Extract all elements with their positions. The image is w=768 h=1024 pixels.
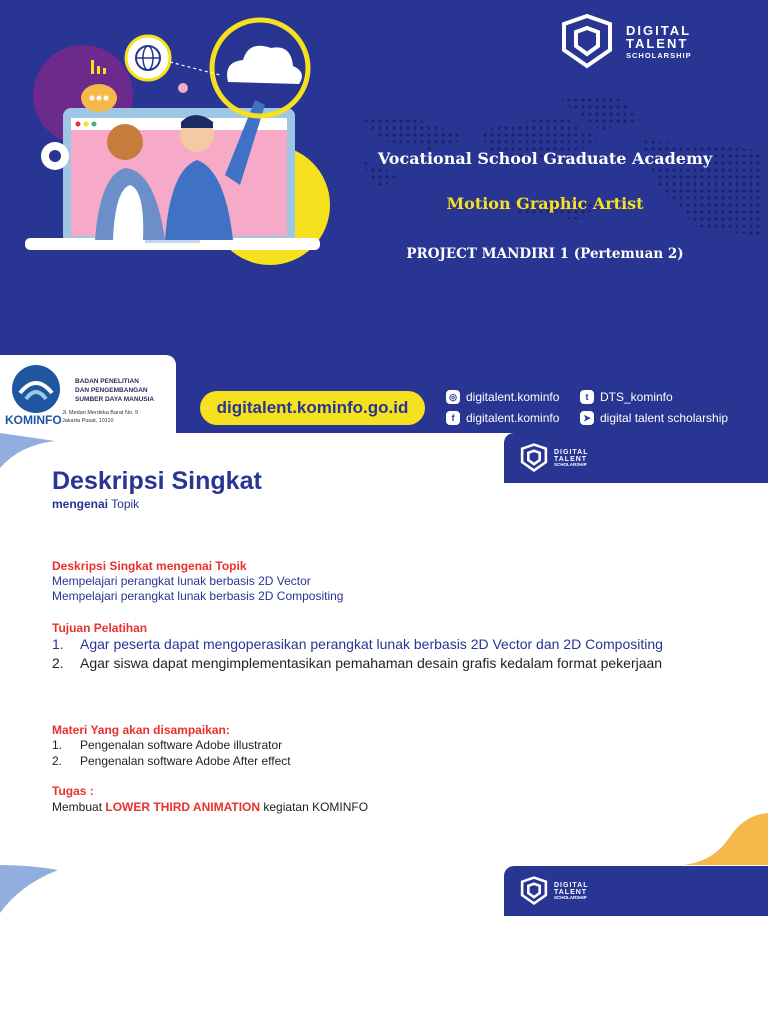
- hero-illustration: [15, 10, 345, 275]
- goals-title: Tujuan Pelatihan: [52, 621, 148, 635]
- dts-logo-small: [518, 443, 588, 473]
- slide-subheading: [52, 497, 139, 511]
- twitter-icon: t: [580, 390, 594, 404]
- website-url[interactable]: digitalent.kominfo.go.id: [200, 391, 425, 425]
- brand-line2: TALENT: [554, 455, 588, 463]
- material-item: [52, 754, 291, 768]
- kominfo-logo-icon: [10, 363, 62, 415]
- goal-item: [52, 636, 663, 652]
- kominfo-card: [0, 355, 176, 433]
- goal-text: Agar peserta dapat mengoperasikan perangkat lunak berbasis 2D Vector dan 2D Compositing: [80, 636, 663, 652]
- org-line2: DAN PENGEMBANGAN: [75, 387, 148, 394]
- brand-line1: DIGITAL: [626, 23, 692, 39]
- goal-number: 2.: [52, 655, 64, 671]
- dts-logo-small: [518, 876, 588, 906]
- slide-heading: Deskripsi Singkat: [52, 467, 262, 495]
- facebook-icon: f: [446, 411, 460, 425]
- subhead-rest: Topik: [111, 497, 140, 511]
- goal-text: Agar siswa dapat mengimplementasikan pemahaman desain grafis kedalam format pekerjaan: [80, 655, 663, 671]
- title-slide: [0, 0, 768, 433]
- brand-line2: TALENT: [554, 888, 588, 896]
- course-subtitle: Motion Graphic Artist: [446, 194, 644, 213]
- project-title: PROJECT MANDIRI 1 (Pertemuan 2): [406, 246, 684, 262]
- footer-brand-bar: [504, 866, 768, 916]
- material-item: [52, 738, 282, 752]
- material-number: 1.: [52, 738, 63, 752]
- material-text: Pengenalan software Adobe After effect: [80, 754, 291, 768]
- dts-emblem-icon: [518, 443, 550, 473]
- subhead-bold: mengenai: [52, 497, 109, 511]
- material-text: Pengenalan software Adobe illustrator: [80, 738, 283, 752]
- blue-wave-accent: [0, 865, 60, 915]
- description-line: Mempelajari perangkat lunak berbasis 2D Compositing: [52, 589, 344, 603]
- task-suffix: kegiatan KOMINFO: [263, 800, 369, 814]
- goal-number: 1.: [52, 636, 64, 652]
- task-title: Tugas :: [52, 784, 94, 798]
- address-line2: Jakarta Pusat, 10110: [62, 418, 114, 424]
- telegram-icon: ➤: [580, 411, 594, 425]
- brand-line3: SCHOLARSHIP: [554, 894, 587, 900]
- academy-title: Vocational School Graduate Academy: [377, 149, 713, 168]
- brand-line1: DIGITAL: [554, 448, 589, 456]
- social-twitter[interactable]: [580, 390, 673, 404]
- dts-emblem-icon: [518, 876, 550, 906]
- brand-line3: SCHOLARSHIP: [626, 51, 692, 61]
- social-label: DTS_kominfo: [600, 390, 673, 404]
- material-number: 2.: [52, 754, 63, 768]
- header-brand-bar: [504, 433, 768, 483]
- kominfo-wordmark: KOMINFO: [5, 413, 62, 427]
- address-line1: Jl. Medan Merdeka Barat No. 9: [62, 410, 139, 416]
- dts-emblem-icon: [556, 14, 618, 70]
- task-highlight: LOWER THIRD ANIMATION: [105, 800, 261, 814]
- social-label: digital talent scholarship: [600, 411, 729, 425]
- instagram-icon: ◎: [446, 390, 460, 404]
- task-description: [52, 800, 368, 814]
- social-instagram[interactable]: [446, 390, 559, 404]
- description-line: Mempelajari perangkat lunak berbasis 2D Vector: [52, 574, 311, 588]
- brand-line1: DIGITAL: [554, 881, 589, 889]
- top-left-accent: [0, 433, 60, 473]
- org-line3: SUMBER DAYA MANUSIA: [75, 396, 155, 403]
- description-title: Deskripsi Singkat mengenai Topik: [52, 559, 247, 573]
- goal-item: [52, 655, 662, 671]
- social-facebook[interactable]: [446, 411, 559, 425]
- org-line1: BADAN PENELITIAN: [75, 378, 139, 385]
- dts-logo: [556, 14, 692, 70]
- brand-line2: TALENT: [626, 36, 689, 52]
- task-prefix: Membuat: [52, 800, 103, 814]
- description-slide: [0, 433, 768, 945]
- brand-line3: SCHOLARSHIP: [554, 461, 587, 467]
- social-telegram[interactable]: [580, 411, 728, 425]
- orange-wave-accent: [684, 813, 768, 865]
- materials-title: Materi Yang akan disampaikan:: [52, 723, 230, 737]
- social-label: digitalent.kominfo: [466, 411, 560, 425]
- social-label: digitalent.kominfo: [466, 390, 560, 404]
